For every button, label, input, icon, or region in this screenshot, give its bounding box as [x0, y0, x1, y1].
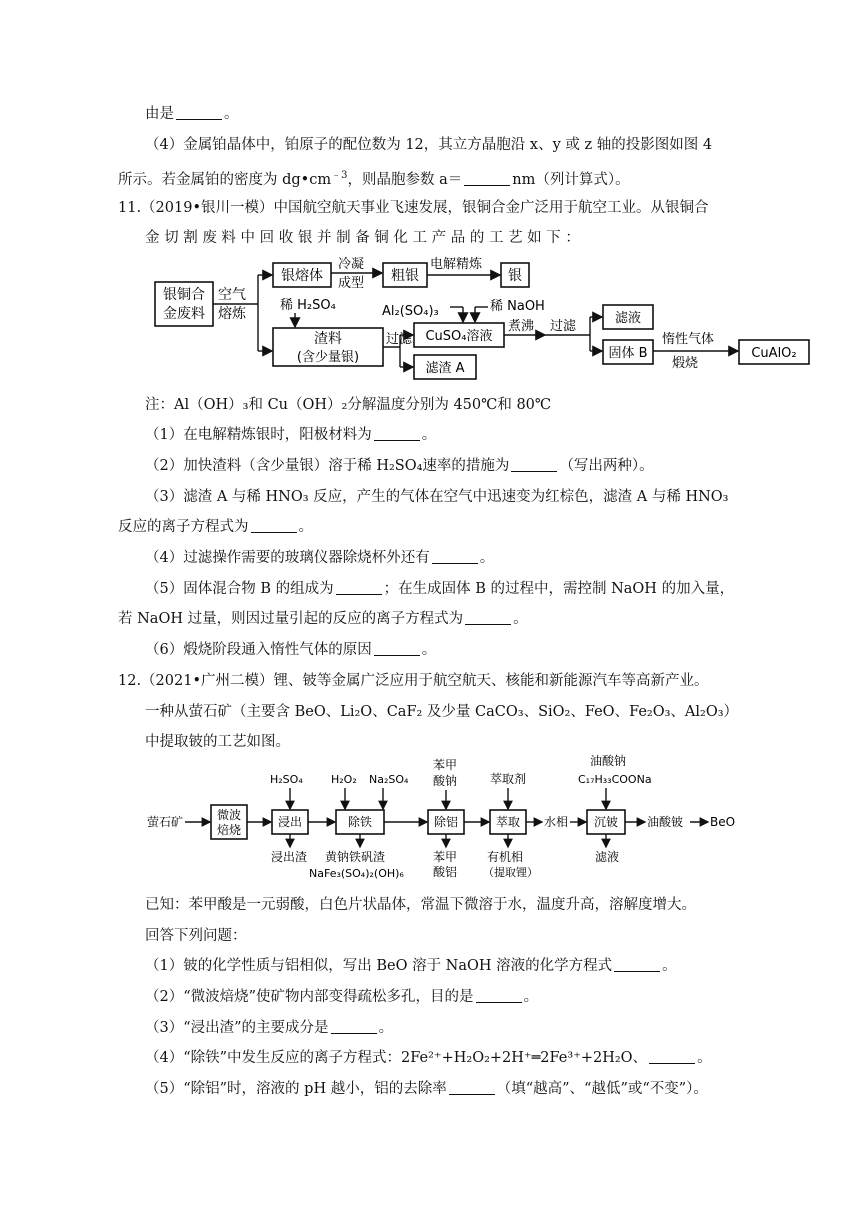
text-line: 中提取铍的工艺如图。 — [145, 734, 290, 750]
svg-text:成型: 成型 — [338, 276, 365, 291]
svg-text:惰性气体: 惰性气体 — [662, 332, 715, 347]
box-feed: 银铜合 — [163, 287, 205, 303]
answer-blank[interactable] — [614, 957, 660, 972]
svg-text:稀 NaOH: 稀 NaOH — [490, 299, 545, 314]
box-aluminum: 除铝 — [433, 815, 459, 829]
flowchart-silver-copper — [150, 255, 815, 380]
svg-text:BeO: BeO — [710, 815, 736, 829]
svg-text:熔炼: 熔炼 — [218, 306, 246, 322]
svg-text:黄钠铁矾渣: 黄钠铁矾渣 — [325, 850, 386, 864]
svg-text:滤液: 滤液 — [595, 850, 620, 864]
answer-blank[interactable] — [449, 1080, 495, 1095]
box-product: CuAlO₂ — [751, 346, 797, 361]
question: （2）加快渣料（含少量银）溶于稀 H₂SO₄速率的措施为 （写出两种）。 — [145, 458, 654, 474]
svg-text:油酸铍: 油酸铍 — [647, 815, 684, 829]
svg-text:水相: 水相 — [544, 815, 569, 829]
svg-text:过滤: 过滤 — [386, 332, 413, 347]
svg-text:金废料: 金废料 — [163, 306, 205, 322]
svg-text:冷凝: 冷凝 — [338, 257, 365, 272]
answer-blank[interactable] — [649, 1049, 695, 1064]
box-filtrate: 滤液 — [614, 311, 642, 326]
question: （1）铍的化学性质与铝相似，写出 BeO 溶于 NaOH 溶液的化学方程式 。 — [145, 958, 677, 974]
svg-text:（提取锂）: （提取锂） — [483, 866, 538, 879]
question: （1）在电解精炼银时，阳极材料为 。 — [145, 427, 437, 443]
text-line: 回答下列问题： — [145, 928, 247, 944]
question: （5）“除铝”时，溶液的 pH 越小，铝的去除率 （填“越高”、“越低”或“不变”）。 — [145, 1081, 708, 1097]
box-leach: 浸出 — [277, 815, 303, 829]
svg-text:煅烧: 煅烧 — [672, 356, 699, 371]
question: 反应的离子方程式为 。 — [118, 519, 313, 535]
question-11-title: 11.（2019•银川一模）中国航空航天事业飞速发展，银铜合金广泛用于航空工业。从银铜合 — [118, 200, 709, 216]
svg-text:稀 H₂SO₄: 稀 H₂SO₄ — [280, 298, 336, 313]
answer-blank[interactable] — [476, 988, 522, 1003]
box-residue-a: 滤渣 A — [425, 361, 465, 376]
answer-blank[interactable] — [176, 105, 222, 120]
text-line: 所示。若金属铂的密度为 $dg•cm^{﹣3}$，则晶胞参数 a＝ nm（列计算式）。 — [118, 170, 630, 188]
question: 若 NaOH 过量，则因过量引起的反应的离子方程式为 。 — [118, 611, 528, 627]
box-extract: 萃取 — [495, 815, 521, 829]
svg-text:(含少量银): (含少量银) — [296, 350, 360, 365]
svg-text:酸铝: 酸铝 — [433, 865, 458, 879]
text-line: （4）金属铂晶体中，铂原子的配位数为 12，其立方晶胞沿 x、y 或 z 轴的投影图如图 4 — [145, 137, 713, 153]
svg-text:油酸钠: 油酸钠 — [590, 754, 627, 768]
svg-text:萃取剂: 萃取剂 — [490, 772, 527, 786]
answer-blank[interactable] — [374, 641, 420, 656]
text-line: 由是 。 — [145, 106, 239, 122]
answer-blank[interactable] — [465, 610, 511, 625]
question: （3）“浸出渣”的主要成分是 。 — [145, 1020, 394, 1036]
question: （5）固体混合物 B 的组成为 ；在生成固体 B 的过程中，需控制 NaOH 的加入量， — [145, 581, 735, 597]
svg-text:H₂O₂: H₂O₂ — [331, 773, 357, 786]
svg-text:空气: 空气 — [218, 287, 246, 303]
svg-text:有机相: 有机相 — [487, 850, 524, 864]
flowchart-beryllium — [145, 754, 745, 880]
svg-text:苯甲: 苯甲 — [433, 850, 458, 864]
svg-text:H₂SO₄: H₂SO₄ — [270, 773, 303, 786]
question: （4）“除铁”中发生反应的离子方程式：2Fe²⁺+H₂O₂+2H⁺═2Fe³⁺+2H₂O、 。 — [145, 1050, 712, 1066]
answer-blank[interactable] — [331, 1019, 377, 1034]
box-silver: 银 — [508, 268, 522, 284]
box-beryllium: 沉铍 — [593, 815, 619, 829]
box-crude: 粗银 — [391, 268, 419, 284]
svg-text:酸钠: 酸钠 — [433, 774, 458, 788]
box-cuso4: CuSO₄溶液 — [425, 329, 493, 344]
box-slag: 渣料 — [314, 331, 342, 347]
svg-text:浸出渣: 浸出渣 — [271, 850, 308, 864]
svg-text:焙烧: 焙烧 — [216, 823, 242, 837]
answer-blank[interactable] — [511, 457, 557, 472]
question: （6）煅烧阶段通入惰性气体的原因 。 — [145, 642, 437, 658]
text-line: 一种从萤石矿（主要含 BeO、Li₂O、CaF₂ 及少量 CaCO₃、SiO₂、FeO、Fe₂O₃、Al₂O₃） — [145, 704, 739, 720]
question-12-title: 12.（2021•广州二模）锂、铍等金属广泛应用于航空航天、核能和新能源汽车等高新产业。 — [118, 673, 709, 689]
svg-text:苯甲: 苯甲 — [433, 758, 458, 772]
box-melt: 银熔体 — [281, 268, 323, 284]
answer-blank[interactable] — [374, 426, 420, 441]
svg-text:煮沸: 煮沸 — [508, 319, 535, 334]
question: （2）“微波焙烧”使矿物内部变得疏松多孔，目的是 。 — [145, 989, 539, 1005]
answer-blank[interactable] — [464, 171, 510, 186]
svg-text:电解精炼: 电解精炼 — [430, 257, 483, 272]
svg-text:过滤: 过滤 — [550, 319, 577, 334]
question: （3）滤渣 A 与稀 HNO₃ 反应，产生的气体在空气中迅速变为红棕色，滤渣 A 与稀 HNO₃ — [145, 489, 729, 505]
text-line: 金 切 割 废 料 中 回 收 银 并 制 备 铜 化 工 产 品 的 工 艺 如 下 ： — [145, 230, 580, 246]
svg-text:萤石矿: 萤石矿 — [147, 815, 184, 829]
known-info: 已知：苯甲酸是一元弱酸，白色片状晶体，常温下微溶于水，温度升高，溶解度增大。 — [145, 897, 696, 913]
answer-blank[interactable] — [336, 580, 382, 595]
svg-text:C₁₇H₃₃COONa: C₁₇H₃₃COONa — [578, 773, 652, 786]
svg-text:Na₂SO₄: Na₂SO₄ — [369, 773, 409, 786]
answer-blank[interactable] — [432, 549, 478, 564]
answer-blank[interactable] — [251, 518, 297, 533]
note: 注：Al（OH）₃和 Cu（OH）₂分解温度分别为 450℃和 80℃ — [145, 397, 552, 413]
box-solid-b: 固体 B — [608, 346, 648, 361]
svg-text:Al₂(SO₄)₃: Al₂(SO₄)₃ — [382, 304, 439, 319]
question: （4）过滤操作需要的玻璃仪器除烧杯外还有 。 — [145, 550, 495, 566]
box-microwave: 微波 — [216, 808, 242, 822]
svg-text:NaFe₃(SO₄)₂(OH)₆: NaFe₃(SO₄)₂(OH)₆ — [309, 867, 404, 880]
box-iron: 除铁 — [347, 815, 373, 829]
